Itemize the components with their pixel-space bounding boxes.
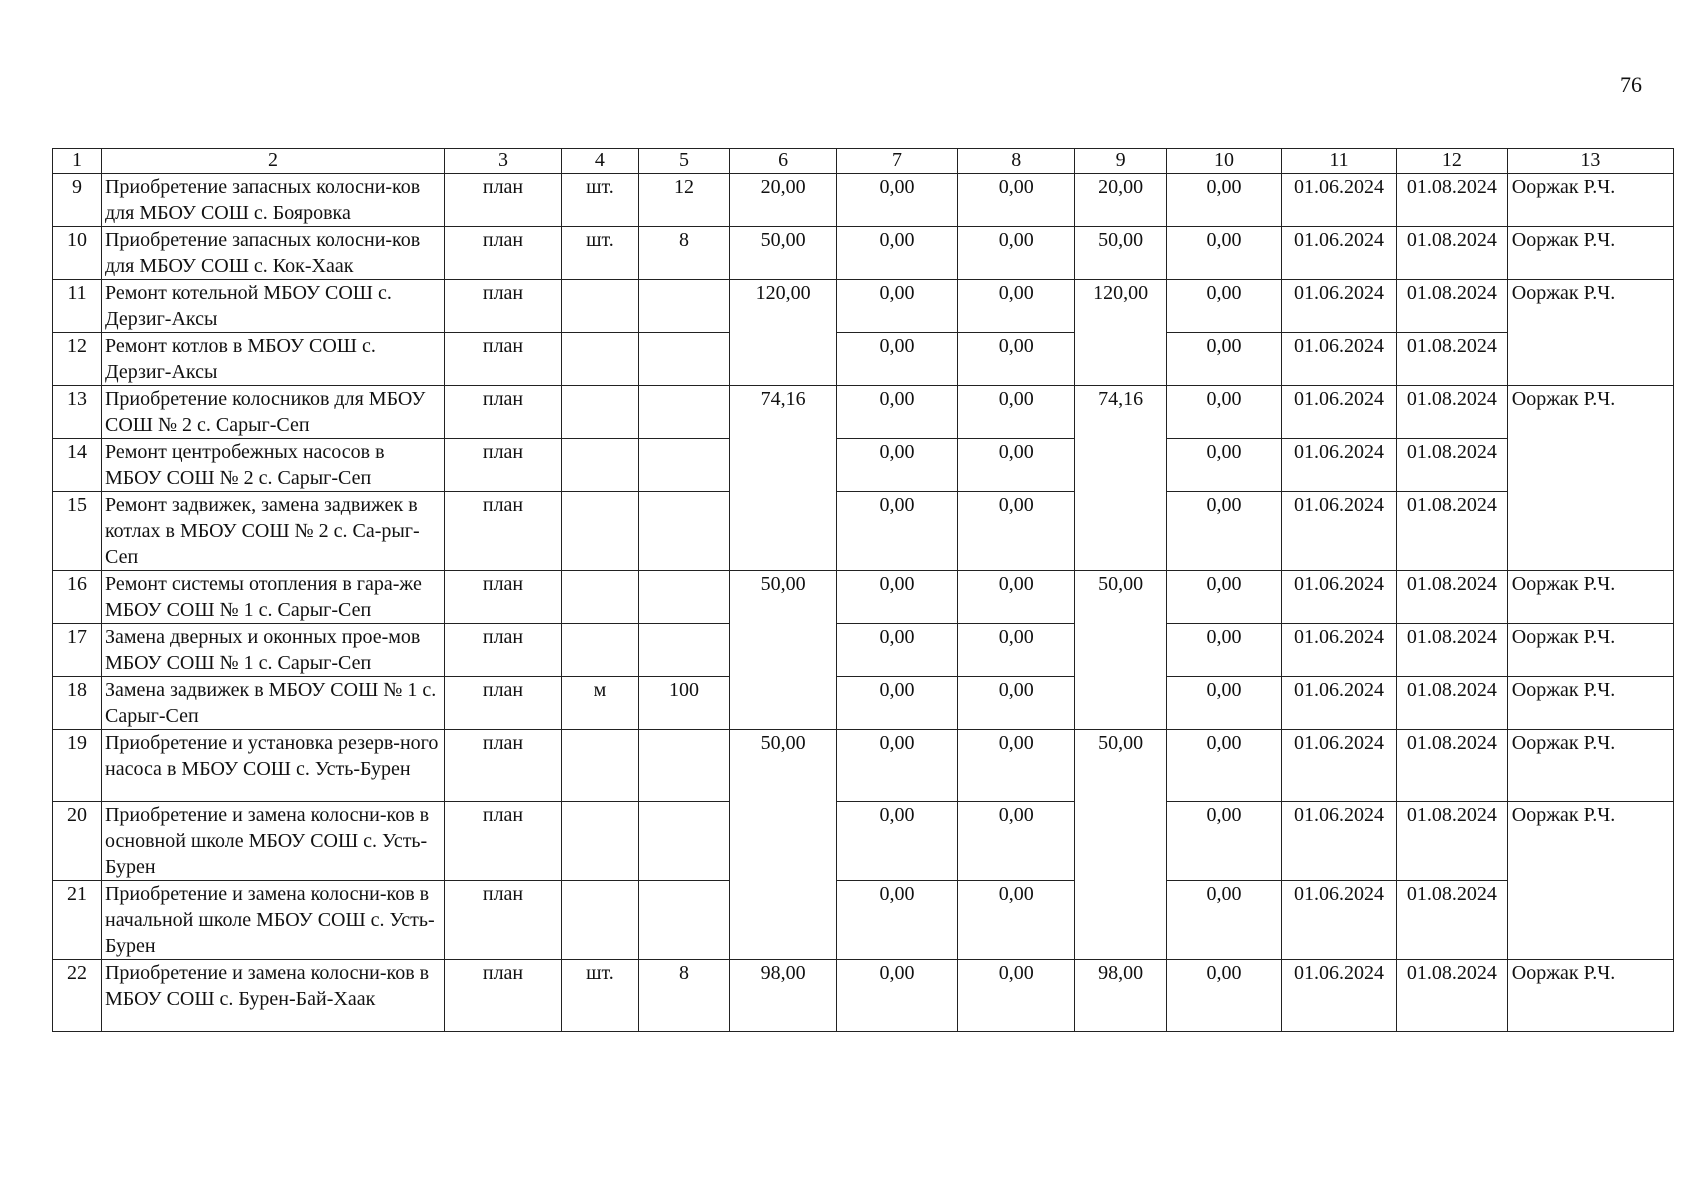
page-number: 76 xyxy=(1620,72,1642,97)
item-name: Приобретение и замена колосни-ков в основной школе МБОУ СОШ с. Усть-Бурен xyxy=(101,802,444,881)
plan-type: план xyxy=(444,174,561,227)
end-date: 01.08.2024 xyxy=(1397,571,1508,624)
responsible: Ооржак Р.Ч. xyxy=(1507,280,1673,386)
value-col7: 0,00 xyxy=(836,492,957,571)
value-col6: 74,16 xyxy=(730,386,837,571)
table-row xyxy=(53,677,1674,730)
row-number: 19 xyxy=(53,730,102,802)
row-number: 22 xyxy=(53,960,102,1032)
unit xyxy=(562,280,639,333)
end-date: 01.08.2024 xyxy=(1397,386,1508,439)
column-number: 9 xyxy=(1075,149,1167,174)
value-col7: 0,00 xyxy=(836,386,957,439)
value-col8: 0,00 xyxy=(958,386,1075,439)
quantity xyxy=(638,439,730,492)
plan-type: план xyxy=(444,624,561,677)
value-col10: 0,00 xyxy=(1166,677,1281,730)
end-date: 01.08.2024 xyxy=(1397,174,1508,227)
item-name: Приобретение и замена колосни-ков в начальной школе МБОУ СОШ с. Усть-Бурен xyxy=(101,881,444,960)
column-number: 11 xyxy=(1281,149,1396,174)
row-number: 16 xyxy=(53,571,102,624)
column-number: 10 xyxy=(1166,149,1281,174)
end-date: 01.08.2024 xyxy=(1397,802,1508,881)
column-number: 12 xyxy=(1397,149,1508,174)
table-row xyxy=(53,881,1674,960)
plan-type: план xyxy=(444,333,561,386)
plan-type: план xyxy=(444,571,561,624)
table-row xyxy=(53,624,1674,677)
responsible: Ооржак Р.Ч. xyxy=(1507,802,1673,960)
start-date: 01.06.2024 xyxy=(1281,730,1396,802)
responsible: Ооржак Р.Ч. xyxy=(1507,227,1673,280)
quantity: 8 xyxy=(638,960,730,1032)
value-col9: 98,00 xyxy=(1075,960,1167,1032)
unit xyxy=(562,333,639,386)
value-col8: 0,00 xyxy=(958,624,1075,677)
table-row xyxy=(53,174,1674,227)
item-name: Ремонт котельной МБОУ СОШ с. Дерзиг-Аксы xyxy=(101,280,444,333)
end-date: 01.08.2024 xyxy=(1397,881,1508,960)
value-col7: 0,00 xyxy=(836,624,957,677)
unit xyxy=(562,439,639,492)
start-date: 01.06.2024 xyxy=(1281,227,1396,280)
start-date: 01.06.2024 xyxy=(1281,571,1396,624)
end-date: 01.08.2024 xyxy=(1397,960,1508,1032)
start-date: 01.06.2024 xyxy=(1281,386,1396,439)
value-col7: 0,00 xyxy=(836,571,957,624)
column-number-row xyxy=(53,149,1674,174)
value-col10: 0,00 xyxy=(1166,227,1281,280)
plan-type: план xyxy=(444,677,561,730)
value-col10: 0,00 xyxy=(1166,386,1281,439)
quantity xyxy=(638,624,730,677)
unit xyxy=(562,881,639,960)
row-number: 9 xyxy=(53,174,102,227)
end-date: 01.08.2024 xyxy=(1397,439,1508,492)
responsible: Ооржак Р.Ч. xyxy=(1507,624,1673,677)
responsible: Ооржак Р.Ч. xyxy=(1507,730,1673,802)
unit: шт. xyxy=(562,227,639,280)
plan-type: план xyxy=(444,802,561,881)
end-date: 01.08.2024 xyxy=(1397,624,1508,677)
unit: шт. xyxy=(562,960,639,1032)
item-name: Замена дверных и оконных прое-мов МБОУ СОШ № 1 с. Сарыг-Сеп xyxy=(101,624,444,677)
start-date: 01.06.2024 xyxy=(1281,677,1396,730)
value-col7: 0,00 xyxy=(836,802,957,881)
end-date: 01.08.2024 xyxy=(1397,227,1508,280)
table-row xyxy=(53,280,1674,333)
plan-table xyxy=(52,148,1674,1032)
row-number: 18 xyxy=(53,677,102,730)
value-col8: 0,00 xyxy=(958,333,1075,386)
value-col6: 50,00 xyxy=(730,227,837,280)
unit xyxy=(562,492,639,571)
value-col8: 0,00 xyxy=(958,677,1075,730)
row-number: 13 xyxy=(53,386,102,439)
start-date: 01.06.2024 xyxy=(1281,280,1396,333)
value-col6: 120,00 xyxy=(730,280,837,386)
value-col8: 0,00 xyxy=(958,439,1075,492)
start-date: 01.06.2024 xyxy=(1281,881,1396,960)
plan-type: план xyxy=(444,881,561,960)
start-date: 01.06.2024 xyxy=(1281,333,1396,386)
responsible: Ооржак Р.Ч. xyxy=(1507,960,1673,1032)
value-col10: 0,00 xyxy=(1166,174,1281,227)
start-date: 01.06.2024 xyxy=(1281,624,1396,677)
column-number: 5 xyxy=(638,149,730,174)
unit: м xyxy=(562,677,639,730)
table-row xyxy=(53,571,1674,624)
responsible: Ооржак Р.Ч. xyxy=(1507,386,1673,571)
end-date: 01.08.2024 xyxy=(1397,730,1508,802)
column-number: 8 xyxy=(958,149,1075,174)
column-number: 2 xyxy=(101,149,444,174)
value-col8: 0,00 xyxy=(958,730,1075,802)
value-col9: 120,00 xyxy=(1075,280,1167,386)
row-number: 10 xyxy=(53,227,102,280)
unit xyxy=(562,571,639,624)
column-number: 1 xyxy=(53,149,102,174)
value-col9: 74,16 xyxy=(1075,386,1167,571)
table-row xyxy=(53,492,1674,571)
value-col8: 0,00 xyxy=(958,227,1075,280)
value-col8: 0,00 xyxy=(958,802,1075,881)
item-name: Приобретение колосников для МБОУ СОШ № 2 с. Сарыг-Сеп xyxy=(101,386,444,439)
quantity xyxy=(638,571,730,624)
row-number: 21 xyxy=(53,881,102,960)
value-col8: 0,00 xyxy=(958,571,1075,624)
quantity xyxy=(638,280,730,333)
value-col7: 0,00 xyxy=(836,677,957,730)
end-date: 01.08.2024 xyxy=(1397,280,1508,333)
responsible: Ооржак Р.Ч. xyxy=(1507,571,1673,624)
row-number: 11 xyxy=(53,280,102,333)
quantity: 12 xyxy=(638,174,730,227)
value-col8: 0,00 xyxy=(958,492,1075,571)
column-number: 13 xyxy=(1507,149,1673,174)
row-number: 12 xyxy=(53,333,102,386)
value-col10: 0,00 xyxy=(1166,802,1281,881)
value-col10: 0,00 xyxy=(1166,624,1281,677)
row-number: 20 xyxy=(53,802,102,881)
value-col10: 0,00 xyxy=(1166,960,1281,1032)
quantity xyxy=(638,333,730,386)
item-name: Ремонт задвижек, замена задвижек в котлах в МБОУ СОШ № 2 с. Са-рыг-Сеп xyxy=(101,492,444,571)
value-col10: 0,00 xyxy=(1166,730,1281,802)
value-col8: 0,00 xyxy=(958,280,1075,333)
value-col7: 0,00 xyxy=(836,227,957,280)
value-col9: 50,00 xyxy=(1075,730,1167,960)
plan-type: план xyxy=(444,730,561,802)
row-number: 14 xyxy=(53,439,102,492)
value-col6: 98,00 xyxy=(730,960,837,1032)
value-col10: 0,00 xyxy=(1166,280,1281,333)
quantity xyxy=(638,386,730,439)
value-col8: 0,00 xyxy=(958,960,1075,1032)
value-col7: 0,00 xyxy=(836,280,957,333)
end-date: 01.08.2024 xyxy=(1397,492,1508,571)
column-number: 7 xyxy=(836,149,957,174)
unit: шт. xyxy=(562,174,639,227)
table-row xyxy=(53,386,1674,439)
quantity xyxy=(638,802,730,881)
value-col9: 50,00 xyxy=(1075,227,1167,280)
unit xyxy=(562,624,639,677)
value-col8: 0,00 xyxy=(958,881,1075,960)
row-number: 17 xyxy=(53,624,102,677)
column-number: 3 xyxy=(444,149,561,174)
start-date: 01.06.2024 xyxy=(1281,960,1396,1032)
unit xyxy=(562,802,639,881)
plan-type: план xyxy=(444,492,561,571)
unit xyxy=(562,730,639,802)
table-row xyxy=(53,730,1674,802)
quantity xyxy=(638,492,730,571)
start-date: 01.06.2024 xyxy=(1281,802,1396,881)
value-col10: 0,00 xyxy=(1166,881,1281,960)
value-col10: 0,00 xyxy=(1166,492,1281,571)
item-name: Ремонт системы отопления в гара-же МБОУ СОШ № 1 с. Сарыг-Сеп xyxy=(101,571,444,624)
responsible: Ооржак Р.Ч. xyxy=(1507,677,1673,730)
end-date: 01.08.2024 xyxy=(1397,333,1508,386)
value-col6: 20,00 xyxy=(730,174,837,227)
table-row xyxy=(53,333,1674,386)
quantity: 8 xyxy=(638,227,730,280)
plan-type: план xyxy=(444,280,561,333)
end-date: 01.08.2024 xyxy=(1397,677,1508,730)
table-row xyxy=(53,227,1674,280)
value-col9: 20,00 xyxy=(1075,174,1167,227)
column-number: 6 xyxy=(730,149,837,174)
item-name: Замена задвижек в МБОУ СОШ № 1 с. Сарыг-Сеп xyxy=(101,677,444,730)
value-col7: 0,00 xyxy=(836,333,957,386)
item-name: Ремонт центробежных насосов в МБОУ СОШ № 2 с. Сарыг-Сеп xyxy=(101,439,444,492)
value-col7: 0,00 xyxy=(836,730,957,802)
item-name: Приобретение запасных колосни-ков для МБОУ СОШ с. Бояровка xyxy=(101,174,444,227)
start-date: 01.06.2024 xyxy=(1281,439,1396,492)
plan-type: план xyxy=(444,386,561,439)
value-col7: 0,00 xyxy=(836,439,957,492)
responsible: Ооржак Р.Ч. xyxy=(1507,174,1673,227)
value-col7: 0,00 xyxy=(836,960,957,1032)
item-name: Ремонт котлов в МБОУ СОШ с. Дерзиг-Аксы xyxy=(101,333,444,386)
value-col10: 0,00 xyxy=(1166,333,1281,386)
column-number: 4 xyxy=(562,149,639,174)
value-col8: 0,00 xyxy=(958,174,1075,227)
value-col7: 0,00 xyxy=(836,174,957,227)
start-date: 01.06.2024 xyxy=(1281,492,1396,571)
value-col9: 50,00 xyxy=(1075,571,1167,730)
value-col10: 0,00 xyxy=(1166,439,1281,492)
plan-type: план xyxy=(444,960,561,1032)
table-row xyxy=(53,802,1674,881)
table-row xyxy=(53,960,1674,1032)
value-col6: 50,00 xyxy=(730,730,837,960)
item-name: Приобретение и установка резерв-ного насоса в МБОУ СОШ с. Усть-Бурен xyxy=(101,730,444,802)
quantity xyxy=(638,881,730,960)
start-date: 01.06.2024 xyxy=(1281,174,1396,227)
value-col7: 0,00 xyxy=(836,881,957,960)
value-col6: 50,00 xyxy=(730,571,837,730)
plan-type: план xyxy=(444,227,561,280)
value-col10: 0,00 xyxy=(1166,571,1281,624)
quantity: 100 xyxy=(638,677,730,730)
item-name: Приобретение и замена колосни-ков в МБОУ СОШ с. Бурен-Бай-Хаак xyxy=(101,960,444,1032)
row-number: 15 xyxy=(53,492,102,571)
quantity xyxy=(638,730,730,802)
table-row xyxy=(53,439,1674,492)
unit xyxy=(562,386,639,439)
item-name: Приобретение запасных колосни-ков для МБОУ СОШ с. Кок-Хаак xyxy=(101,227,444,280)
plan-type: план xyxy=(444,439,561,492)
